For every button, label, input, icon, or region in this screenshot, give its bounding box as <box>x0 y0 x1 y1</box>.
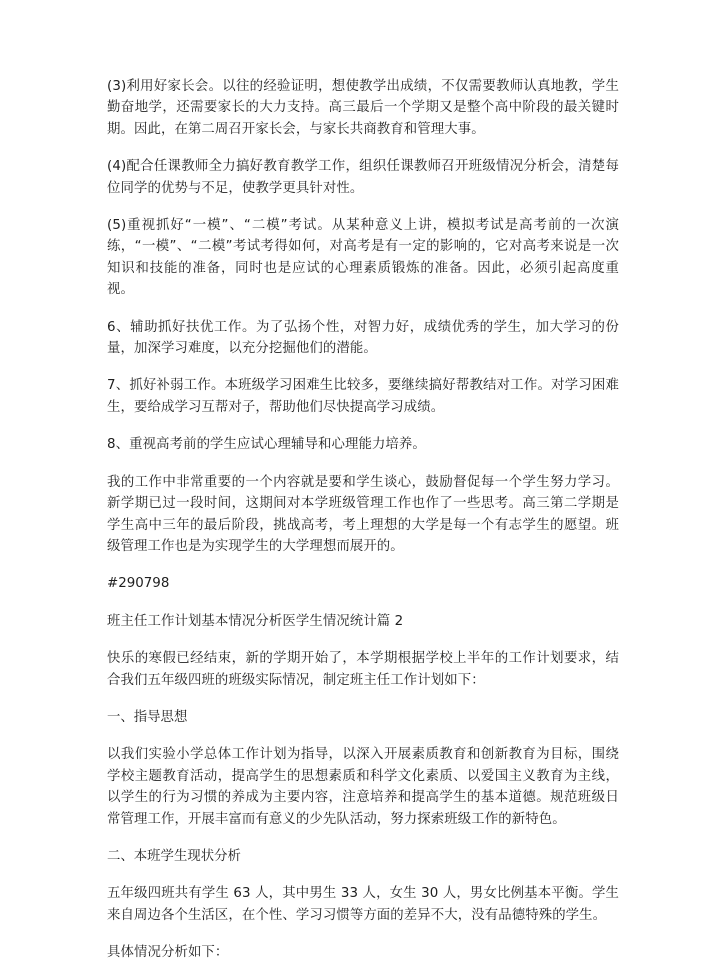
heading-guiding-ideology: 一、指导思想 <box>107 709 188 725</box>
paragraph-intro: 快乐的寒假已经结束，新的学期开始了，本学期根据学校上半年的工作计划要求，结合我们五年级四班的班级实际情况，制定班主任工作计划如下： <box>107 651 619 688</box>
paragraph-analysis-lead: 具体情况分析如下： <box>107 945 229 961</box>
heading-class-status: 二、本班学生现状分析 <box>107 848 241 864</box>
paragraph-teacher-cooperation: (4)配合任课教师全力搞好教育教学工作，组织任课教师召开班级情况分析会，清楚每位同学的优势与不足，使教学更具针对性。 <box>107 159 619 196</box>
paragraph-guiding-ideology: 以我们实验小学总体工作计划为指导，以深入开展素质教育和创新教育为目标，围绕学校主题教育活动，提高学生的思想素质和科学文化素质、以爱国主义教育为主线，以学生的行为习惯的养成为主要内容，注意培养和提高学生的基本道德。规范班级日常管理工作，开展丰富而有意义的少先队活动，努力探索班级工作的新特色。 <box>107 747 619 827</box>
paragraph-top-students: 6、辅助抓好扶优工作。为了弘扬个性，对智力好，成绩优秀的学生，加大学习的份量，加深学习难度，以充分挖掘他们的潜能。 <box>107 319 619 357</box>
paragraph-exam-psychology: 8、重视高考前的学生应试心理辅导和心理能力培养。 <box>107 437 426 453</box>
section-title: 班主任工作计划基本情况分析医学生情况统计篇 2 <box>107 613 404 629</box>
document-body <box>107 76 619 980</box>
paragraph-parent-meeting: (3)利用好家长会。以往的经验证明，想使教学出成绩，不仅需要教师认真地教，学生勤奋地学，还需要家长的大力支持。高三最后一个学期又是整个高中阶段的最关键时期。因此，在第二周召开家长会，与家长共商教育和管理大事。 <box>107 79 619 137</box>
paragraph-class-status: 五年级四班共有学生 63 人，其中男生 33 人，女生 30 人，男女比例基本平衡。学生来自周边各个生活区，在个性、学习习惯等方面的差异不大，没有品德特殊的学生。 <box>107 886 619 923</box>
document-id: #290798 <box>107 576 170 592</box>
paragraph-reflection: 我的工作中非常重要的一个内容就是要和学生谈心，鼓励督促每一个学生努力学习。新学期已过一段时间，这期间对本学班级管理工作也作了一些思考。高三第二学期是学生高中三年的最后阶段，挑战高考，考上理想的大学是每一个有志学生的愿望。班级管理工作也是为实现学生的大学理想而展开的。 <box>107 474 619 554</box>
paragraph-weak-students: 7、抓好补弱工作。本班级学习困难生比较多，要继续搞好帮教结对工作。对学习困难生，要给成学习互帮对子，帮助他们尽快提高学习成绩。 <box>107 378 619 415</box>
paragraph-mock-exams: (5)重视抓好“一模”、“二模”考试。从某种意义上讲，模拟考试是高考前的一次演练，“一模”、“二模”考试考得如何，对高考是有一定的影响的，它对高考来说是一次知识和技能的准备，同时也是应试的心理素质锻炼的准备。因此，必须引起高度重视。 <box>107 218 619 298</box>
